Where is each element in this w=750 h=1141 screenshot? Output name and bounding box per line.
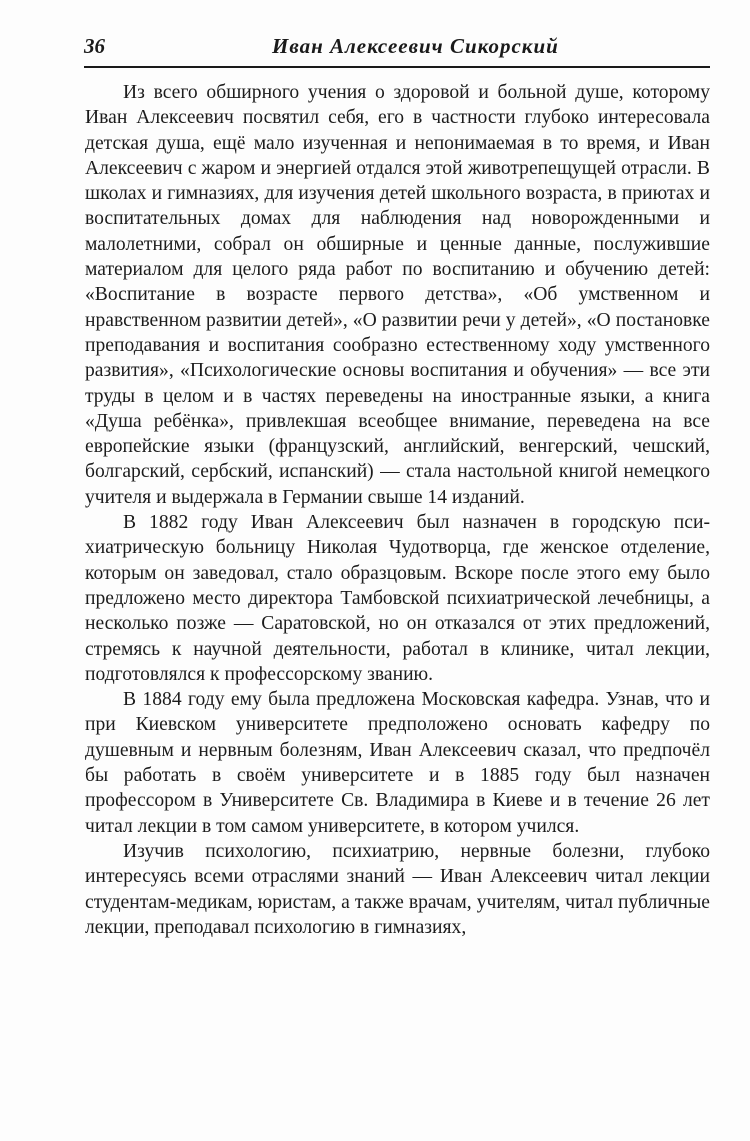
paragraph: В 1884 году ему была предложена Московская кафедра. Узнав, что и при Киевском университете предположено основать кафедру по душевным и нервным болезням, Иван Алексеевич сказал, что предпочёл бы работать в своём университете и в 1885 году был назначен профессором в Университете Св. Владимира в Киеве и в течение 26 лет читал лекции в том самом университете, в котором учился. [85, 689, 710, 837]
body-text [85, 80, 710, 940]
paragraph: Из всего обширного учения о здоровой и больной душе, которому Иван Алексеевич посвятил себя, его в частности глубоко интересовала детская душа, ещё мало изученная и непонимаемая в то время, и Иван Алексеевич с жаром и энергией отдался этой животрепещущей отрасли. В школах и гимназиях, для изучения детей школьного возраста, в приютах и воспитательных домах для наблюдения над новорожденными и малолетними, собрал он обширные и ценные данные, послужившие материалом для целого ряда работ по воспитанию и обучению детей: «Воспитание в возрасте первого детства», «Об умственном и нравственном развитии детей», «О развитии речи у детей», «О постановке преподавания и воспитания сообразно естественному ходу умственного развития», «Психологические основы воспитания и обучения» — все эти труды в целом и в частях переведены на иностранные языки, а книга «Душа ребёнка», привлекшая всеобщее внимание, переведена на все европейские языки (французский, английский, венгерский, чешский, болгарский, сербский, испанский) — стала настольной книгой немецкого учителя и выдержала в Германии свыше 14 изданий. [85, 82, 710, 508]
page-number: 36 [84, 34, 105, 58]
running-title: Иван Алексеевич Сикорский [272, 34, 559, 58]
page-header [84, 30, 710, 64]
paragraph: Изучив психологию, психиатрию, нервные болезни, глубоко интересуясь всеми отраслями знаний — Иван Алексеевич читал лекции студентам-медикам, юристам, а также врачам, учителям, читал публичные лекции, преподавал психологию в гимназиях, [85, 840, 710, 938]
header-rule [84, 66, 710, 68]
paragraph: В 1882 году Иван Алексеевич был назначен в городскую психиатрическую больницу Николая Чудотворца, где женское отделение, которым он заведовал, стало образцовым. Вскоре после этого ему было предложено место директора Тамбовской психиатрической лечебницы, а несколько позже — Саратовской, но он отказался от этих предложений, стремясь к научной деятельности, работал в клинике, читал лекции, подготовлялся к профессорскому званию. [85, 512, 710, 685]
